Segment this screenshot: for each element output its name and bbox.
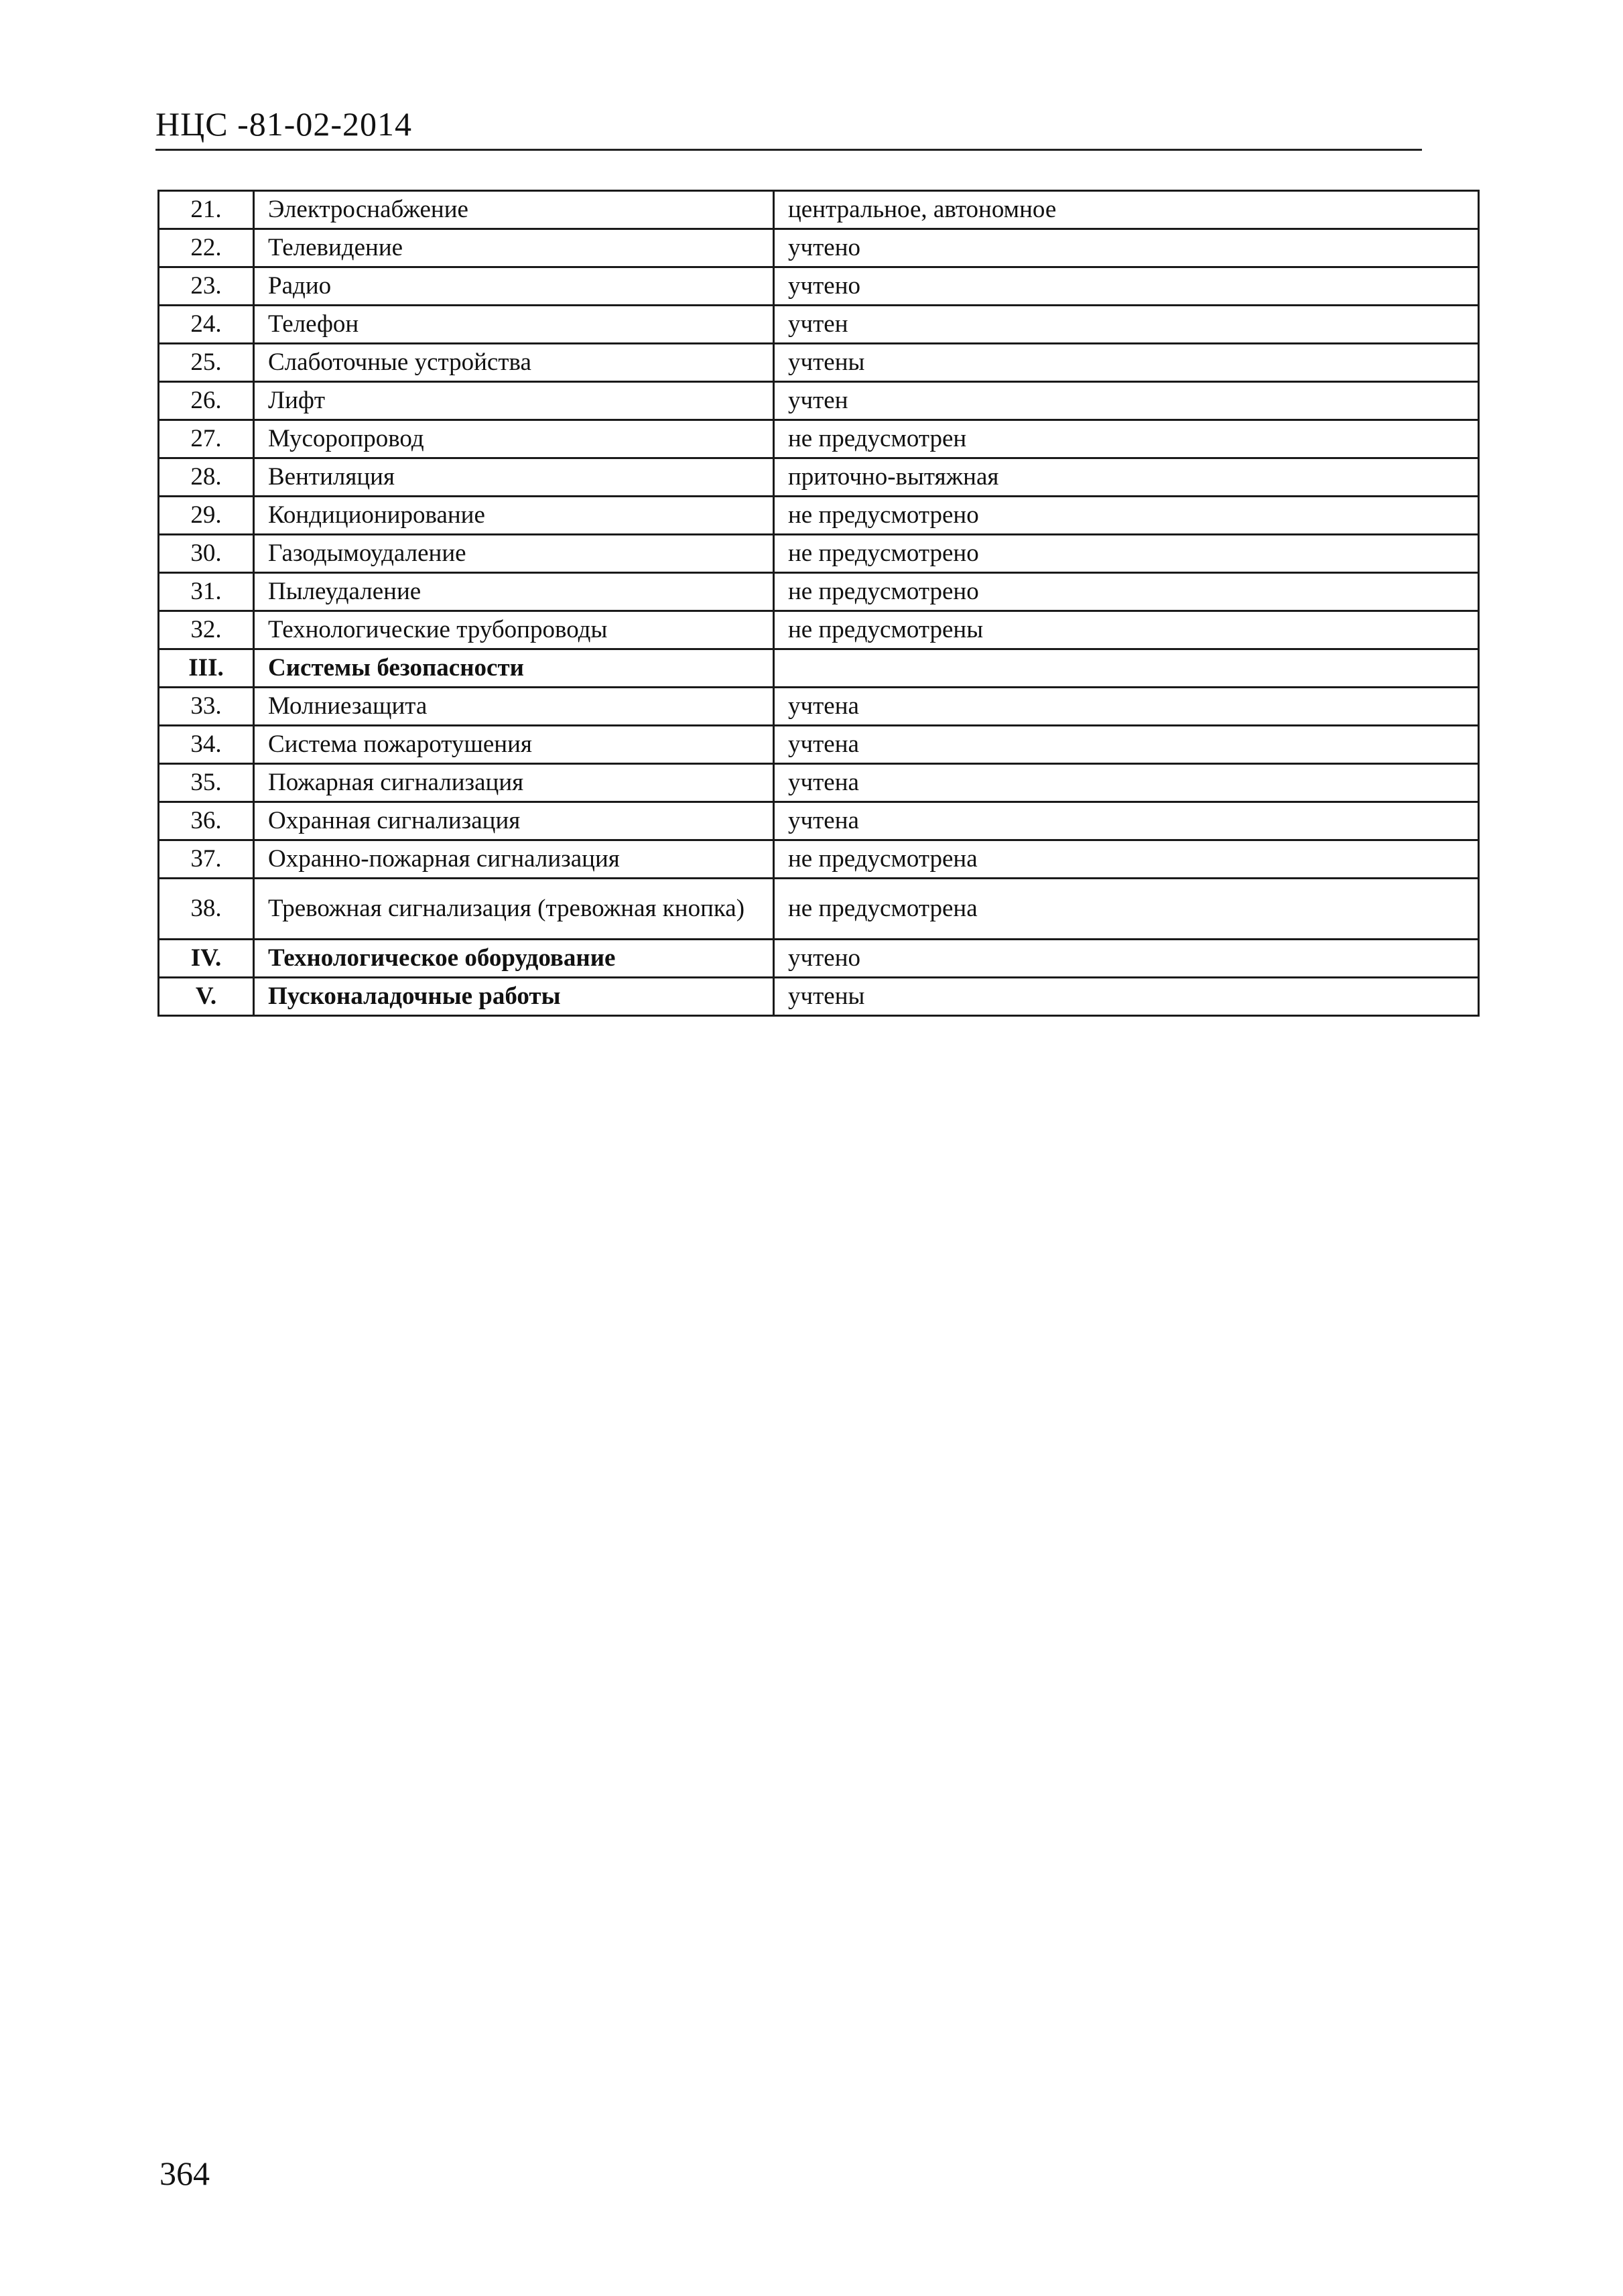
row-value: учтена <box>774 726 1479 764</box>
row-name: Слаботочные устройства <box>254 344 774 382</box>
row-value: приточно-вытяжная <box>774 458 1479 497</box>
table-row <box>159 535 1479 573</box>
row-value: не предусмотрены <box>774 611 1479 649</box>
row-value: учтены <box>774 344 1479 382</box>
table-row <box>159 267 1479 306</box>
row-number: 29. <box>159 497 254 535</box>
row-value: учтен <box>774 306 1479 344</box>
row-value: не предусмотрена <box>774 840 1479 879</box>
row-number: 23. <box>159 267 254 306</box>
table-row <box>159 420 1479 458</box>
section-value: учтено <box>774 940 1479 978</box>
table-row <box>159 764 1479 802</box>
document-code: НЦС -81-02-2014 <box>155 105 413 143</box>
row-number: 35. <box>159 764 254 802</box>
row-number: 22. <box>159 229 254 267</box>
table-row <box>159 229 1479 267</box>
section-row <box>159 978 1479 1016</box>
section-number: IV. <box>159 940 254 978</box>
row-value: учтена <box>774 764 1479 802</box>
section-row <box>159 940 1479 978</box>
row-number: 38. <box>159 879 254 940</box>
row-number: 26. <box>159 382 254 420</box>
row-number: 24. <box>159 306 254 344</box>
row-name: Лифт <box>254 382 774 420</box>
row-value: не предусмотрено <box>774 497 1479 535</box>
table-row <box>159 344 1479 382</box>
row-number: 30. <box>159 535 254 573</box>
row-number: 32. <box>159 611 254 649</box>
table-row <box>159 611 1479 649</box>
section-value: учтены <box>774 978 1479 1016</box>
table-row <box>159 688 1479 726</box>
table-row <box>159 879 1479 940</box>
row-name: Охранная сигнализация <box>254 802 774 840</box>
table-row <box>159 726 1479 764</box>
row-number: 37. <box>159 840 254 879</box>
row-name: Вентиляция <box>254 458 774 497</box>
row-value: не предусмотрено <box>774 535 1479 573</box>
section-number: V. <box>159 978 254 1016</box>
specification-table <box>157 190 1480 1017</box>
row-number: 27. <box>159 420 254 458</box>
row-name: Молниезащита <box>254 688 774 726</box>
row-name: Телевидение <box>254 229 774 267</box>
row-name: Кондиционирование <box>254 497 774 535</box>
row-number: 36. <box>159 802 254 840</box>
row-value: учтена <box>774 688 1479 726</box>
row-number: 21. <box>159 191 254 229</box>
row-name: Газодымоудаление <box>254 535 774 573</box>
section-row <box>159 649 1479 688</box>
row-name: Радио <box>254 267 774 306</box>
row-number: 28. <box>159 458 254 497</box>
row-value: учтен <box>774 382 1479 420</box>
row-value: не предусмотрена <box>774 879 1479 940</box>
row-value: центральное, автономное <box>774 191 1479 229</box>
table-row <box>159 191 1479 229</box>
table-row <box>159 382 1479 420</box>
row-name: Пылеудаление <box>254 573 774 611</box>
row-value: не предусмотрен <box>774 420 1479 458</box>
row-name: Телефон <box>254 306 774 344</box>
row-number: 34. <box>159 726 254 764</box>
row-name: Электроснабжение <box>254 191 774 229</box>
row-name: Пожарная сигнализация <box>254 764 774 802</box>
page-number: 364 <box>159 2155 210 2192</box>
row-value: учтена <box>774 802 1479 840</box>
table-row <box>159 497 1479 535</box>
table-row <box>159 573 1479 611</box>
table-row <box>159 802 1479 840</box>
row-value: не предусмотрено <box>774 573 1479 611</box>
row-number: 31. <box>159 573 254 611</box>
row-name: Технологические трубопроводы <box>254 611 774 649</box>
row-name: Тревожная сигнализация (тревожная кнопка) <box>254 879 774 940</box>
section-value <box>774 649 1479 688</box>
table-row <box>159 840 1479 879</box>
section-title: Системы безопасности <box>254 649 774 688</box>
table-row <box>159 306 1479 344</box>
row-name: Мусоропровод <box>254 420 774 458</box>
section-title: Пусконаладочные работы <box>254 978 774 1016</box>
row-name: Охранно-пожарная сигнализация <box>254 840 774 879</box>
section-title: Технологическое оборудование <box>254 940 774 978</box>
section-number: III. <box>159 649 254 688</box>
row-name: Система пожаротушения <box>254 726 774 764</box>
table-row <box>159 458 1479 497</box>
header-divider <box>155 149 1422 151</box>
row-number: 25. <box>159 344 254 382</box>
row-value: учтено <box>774 229 1479 267</box>
row-value: учтено <box>774 267 1479 306</box>
row-number: 33. <box>159 688 254 726</box>
